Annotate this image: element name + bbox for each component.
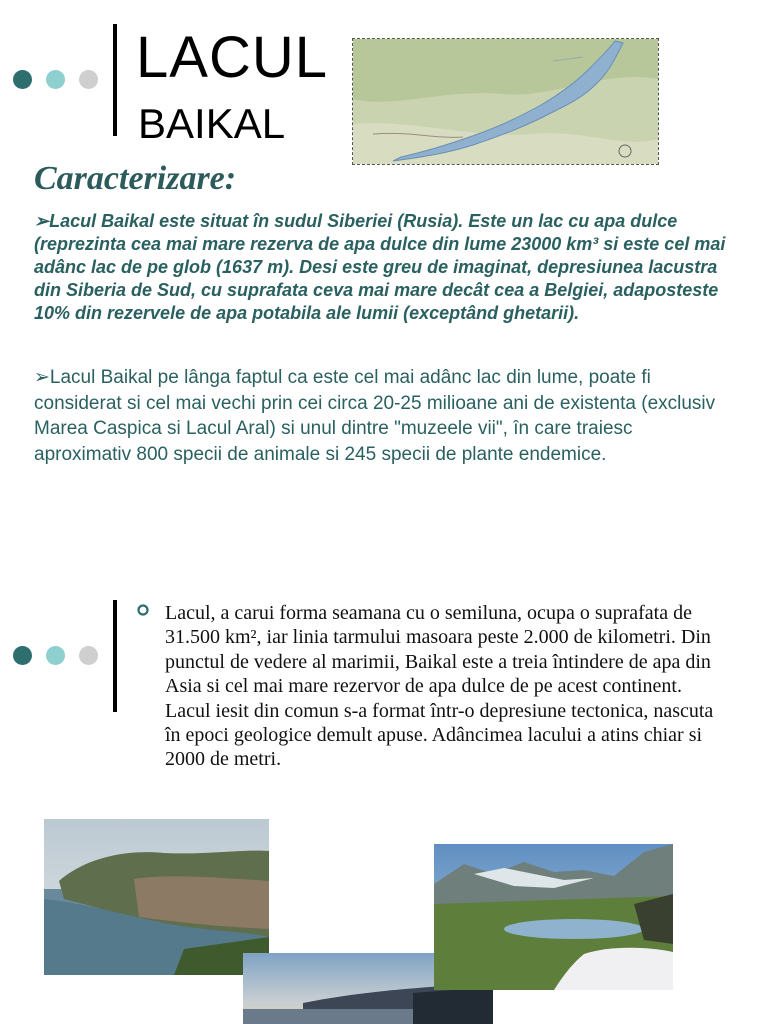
- dot-light: [46, 646, 65, 665]
- dot-grey: [79, 646, 98, 665]
- paragraph-1-text: Lacul Baikal este situat în sudul Siberiei (Rusia). Este un lac cu apa dulce (reprezinta cea mai mare rezerva de apa dulce din lume 23000 km³ si este cel mai adânc lac de pe glob (1637 m). Desi este greu de imaginat, depresiunea lacustra din Siberia de Sud, cu suprafata ceva mai mare decât cea a Belgiei, adaposteste 10% din rezervele de apa potabila ale lumii (exceptând ghetarii).: [34, 211, 726, 323]
- baikal-cliff-shore-photo: [44, 819, 269, 975]
- mountain-lake-photo: [434, 844, 673, 990]
- title-line2: BAIKAL: [138, 100, 286, 147]
- bottom-decoration-dots: [13, 646, 98, 665]
- dot-light: [46, 70, 65, 89]
- top-vertical-bar: [113, 24, 117, 136]
- dot-dark: [13, 70, 32, 89]
- paragraph-1: [34, 210, 734, 325]
- dot-dark: [13, 646, 32, 665]
- title-line1: LACUL: [136, 25, 328, 90]
- bullet-arrow: ➢: [34, 211, 50, 231]
- section-heading: Caracterizare:: [34, 160, 237, 197]
- paragraph-3: Lacul, a carui forma seamana cu o semiluna, ocupa o suprafata de 31.500 km², iar linia tarmului masoara peste 2.000 de kilometri. Din punctul de vedere al marimii, Baikal este a treia întindere de apa din Asia si cel mai mare rezervor de apa dulce de pe acest continent. Lacul iesit din comun s-a format într-o depresiune tectonica, nascuta în epoci geologice demult apuse. Adâncimea lacului a atins chiar si 2000 de metri.: [165, 602, 714, 771]
- paragraph-2-text: Lacul Baikal pe lânga faptul ca este cel mai adânc lac din lume, poate fi considerat si cel mai vechi prin cei circa 20-25 milioane ani de existenta (exclusiv Marea Caspica si Lacul Aral) si unul dintre "muzeele vii", în care traiesc aproximativ 800 specii de animale si 245 specii de plante endemice.: [34, 367, 716, 465]
- top-decoration-dots: [13, 70, 98, 89]
- circle-bullet-icon: [136, 603, 150, 617]
- bottom-vertical-bar: [113, 600, 117, 712]
- paragraph-2: [34, 365, 734, 467]
- lake-baikal-map: [352, 38, 659, 165]
- bullet-arrow: ➢: [34, 367, 50, 388]
- dot-grey: [79, 70, 98, 89]
- map-graphic: [353, 39, 658, 164]
